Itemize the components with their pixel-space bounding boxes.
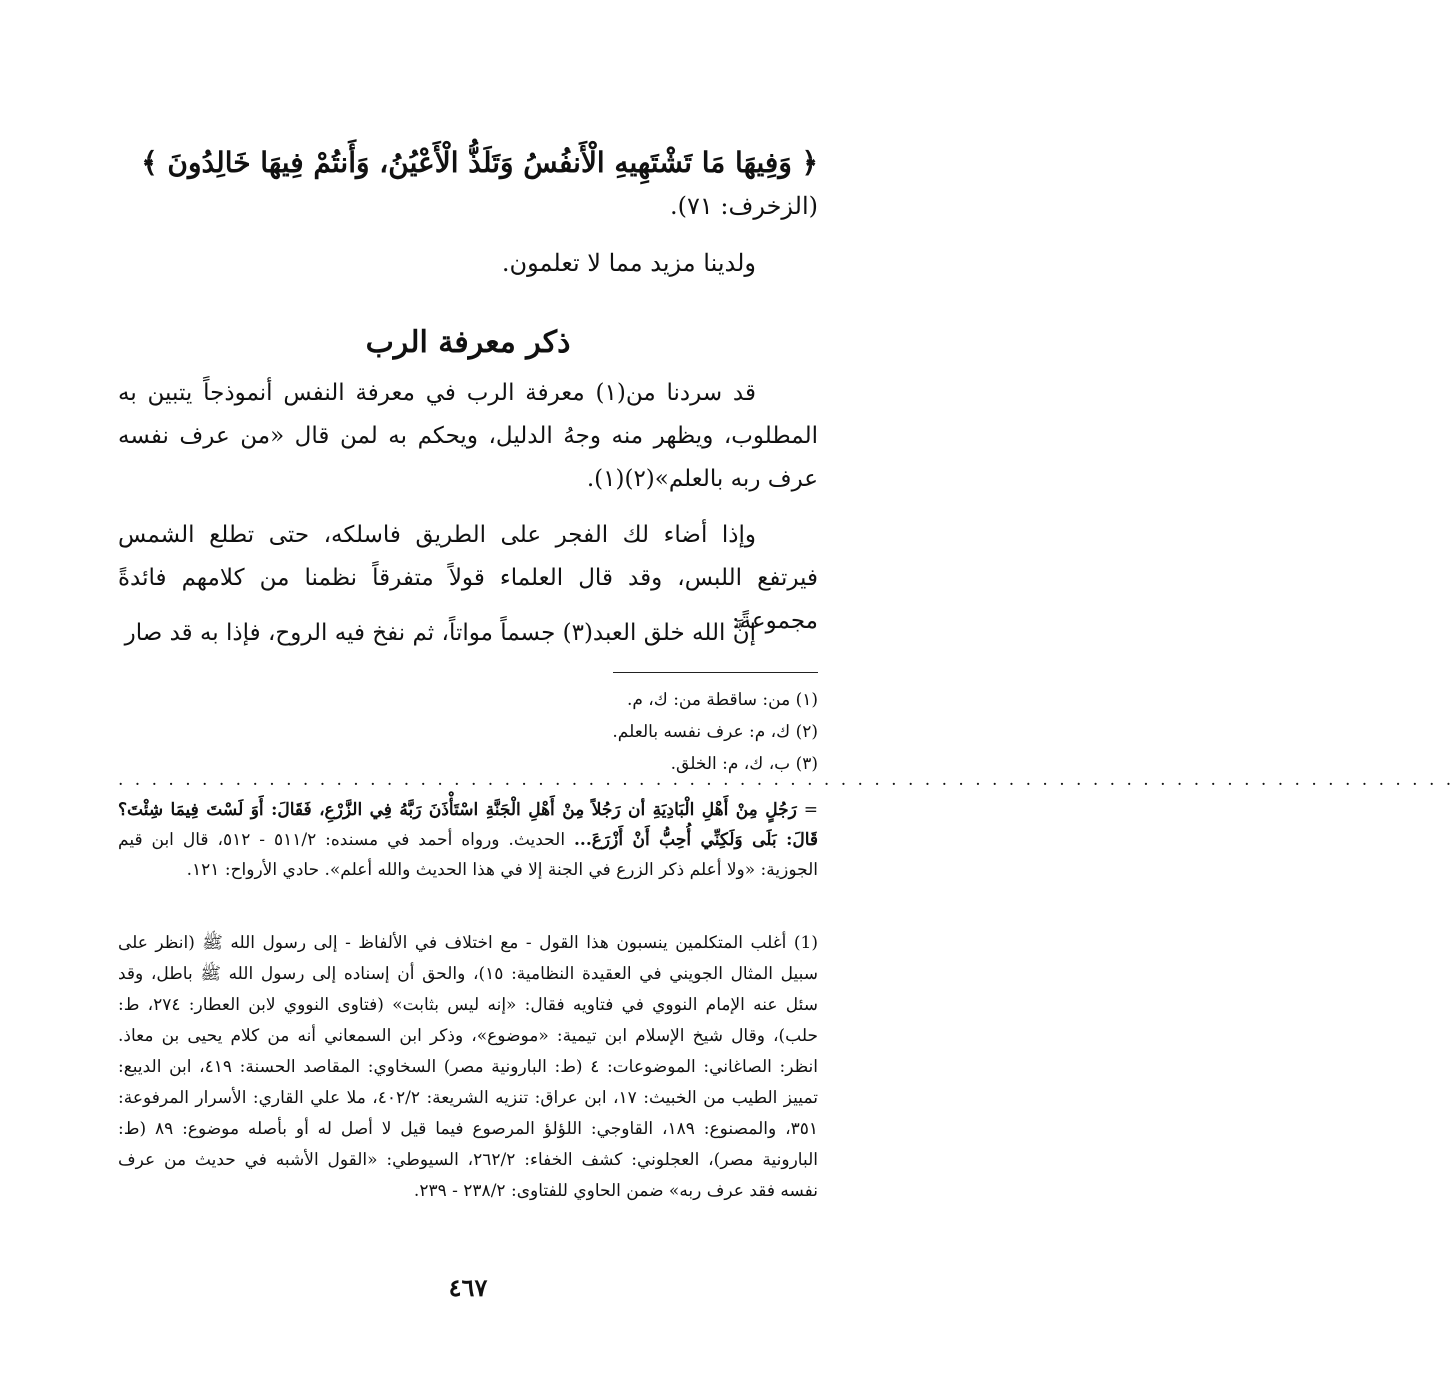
footnote-separator [613, 672, 818, 673]
body-paragraph-3: إنَّ الله خلق العبد(٣) جسماً مواتاً، ثم نفخ فيه الروح، فإذا به قد صار [124, 620, 756, 646]
section-heading: ذكر معرفة الرب [365, 325, 571, 360]
continuation-rest: الحديث. ورواه أحمد في مسنده: ٥١١/٢ - ٥١٢، قال ابن قيم الجوزية: «ولا أعلم ذكر الزرع في الجنة إلا في هذا الحديث والله أعلم». حادي الأرواح: ١٢١. [118, 830, 818, 880]
body-paragraph-1: قد سردنا من(١) معرفة الرب في معرفة النفس أنموذجاً يتبين به المطلوب، ويظهر منه وجهُ الدليل، ويحكم به لمن قال «من عرف نفسه عرف ربه بالعلم»(٢)(١). [118, 380, 818, 492]
verse-reference-text: (الزخرف: ٧١). [669, 192, 818, 220]
continuation-marker: = [803, 800, 819, 820]
long-footnote: (1) أغلب المتكلمين ينسبون هذا القول - مع اختلاف في الألفاظ - إلى رسول الله ﷺ (انظر على سبيل المثال الجويني في العقيدة النظامية: ١٥)، والحق أن إسناده إلى رسول الله ﷺ باطل، وقد سئل عنه الإمام النووي في فتاويه فقال: «إنه ليس بثابت» (فتاوى النووي لابن العطار: ٢٧٤، ط: حلب)، وقال شيخ الإسلام ابن تيمية: «موضوع»، وذكر ابن السمعاني أنه من كلام يحيى بن معاذ. انظر: الصاغاني: الموضوعات: ٤ (ط: البارونية مصر) السخاوي: المقاصد الحسنة: ٤١٩، ابن الديبع: تمييز الطيب من الخبيث: ١٧، ابن عراق: تنزيه الشريعة: ٤٠٢/٢، ملا علي القاري: الأسرار المرفوعة: ٣٥١، والمصنوع: ١٨٩، القاوجي: اللؤلؤ المرصوع فيما قيل لا أصل له أو بأصله موضوع: ٨٩ (ط: البارونية مصر)، العجلوني: كشف الخفاء: ٢٦٢/٢، السيوطي: «القول الأشبه في حديث من عرف نفسه فقد عرف ربه» ضمن الحاوي للفتاوى: ٢٣٨/٢ - ٢٣٩. [118, 933, 819, 1201]
verse-reference [118, 186, 818, 226]
page-number: ٤٦٧ [448, 1273, 488, 1302]
footnote-list [118, 684, 818, 780]
intro-line: ولدينا مزيد مما لا تعلمون. [501, 249, 756, 277]
dotted-divider: . . . . . . . . . . . . . . . . . . . . . . . . . . . . . . . . . . . . . . . . . . . . . . . . . . . . . . . . . . . . . . . . . . . . . . . . . . . . . . . . [118, 770, 1454, 790]
body-paragraph-2: وإذا أضاء لك الفجر على الطريق فاسلكه، حتى تطلع الشمس فيرتفع اللبس، وقد قال العلماء قولاً متفرقاً نظمنا من كلامهم فائدةً مجموعةً: [118, 522, 818, 634]
footnote-1: (١) من: ساقطة من: ك، م. [626, 690, 818, 710]
quran-verse: ﴿ وَفِيهَا مَا تَشْتَهِيهِ الْأَنفُسُ وَتَلَذُّ الْأَعْيُنُ، وَأَنتُمْ فِيهَا خَالِدُونَ ﴾ [141, 146, 818, 179]
footnote-2: (٢) ك، م: عرف نفسه بالعلم. [612, 722, 818, 742]
continued-footnote [118, 795, 818, 885]
footnote-3: (٣) ب، ك، م: الخلق. [670, 754, 818, 774]
hadith-text: رَجُلٍ مِنْ أَهْلِ الْبَادِيَةِ أن رَجُلاً مِنْ أَهْلِ الْجَنَّةِ اسْتَأْذَنَ رَبَّهُ فِي الزَّرْعِ، فَقَالَ: أَوَ لَسْتَ فِيمَا شِئْتَ؟ قَالَ: بَلَى وَلَكِنِّي أُحِبُّ أَنْ أَزْرَعَ... [118, 800, 818, 850]
